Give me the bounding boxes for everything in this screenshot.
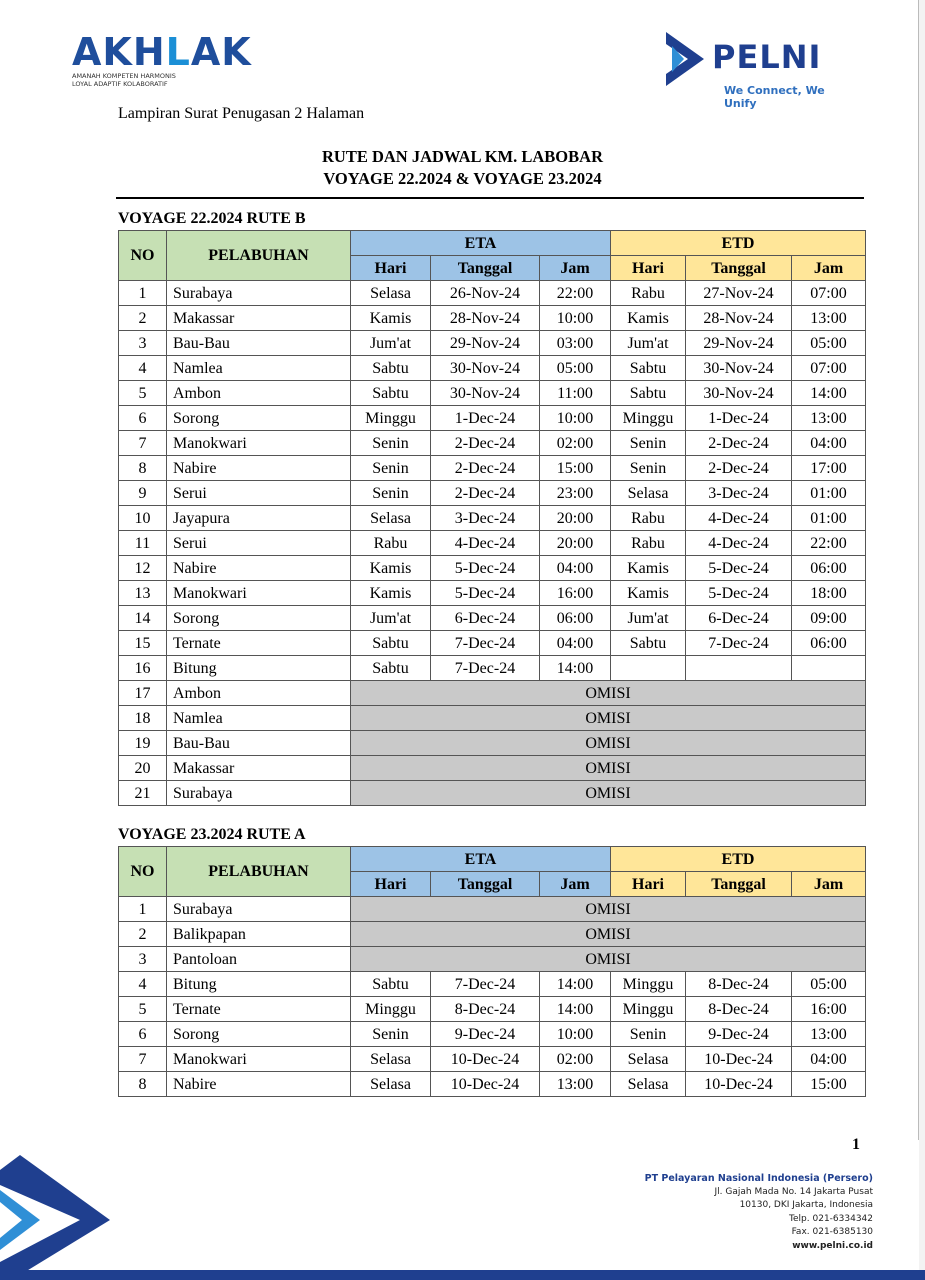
cell-etd-hari: Rabu	[611, 506, 686, 531]
header-etd-jam: Jam	[792, 872, 866, 897]
cell-omisi: OMISI	[351, 897, 866, 922]
cell-eta-jam: 02:00	[540, 431, 611, 456]
akhlak-logo-part1: AKH	[72, 30, 166, 74]
cell-etd-tanggal: 28-Nov-24	[686, 306, 792, 331]
cell-eta-jam: 22:00	[540, 281, 611, 306]
cell-eta-hari: Sabtu	[351, 631, 431, 656]
table-row	[119, 306, 866, 331]
cell-etd-jam: 01:00	[792, 481, 866, 506]
cell-port: Surabaya	[167, 897, 351, 922]
cell-no: 6	[119, 1022, 167, 1047]
table-row	[119, 531, 866, 556]
akhlak-logo	[72, 32, 252, 88]
cell-no: 21	[119, 781, 167, 806]
cell-eta-tanggal: 26-Nov-24	[431, 281, 540, 306]
cell-eta-tanggal: 29-Nov-24	[431, 331, 540, 356]
cell-etd-tanggal: 27-Nov-24	[686, 281, 792, 306]
cell-etd-jam: 13:00	[792, 406, 866, 431]
header-pelabuhan: PELABUHAN	[167, 847, 351, 897]
cell-no: 3	[119, 331, 167, 356]
cell-port: Bitung	[167, 656, 351, 681]
table-header-row	[119, 847, 866, 872]
cell-etd-tanggal: 10-Dec-24	[686, 1047, 792, 1072]
cell-etd-jam: 16:00	[792, 997, 866, 1022]
lampiran-text: Lampiran Surat Penugasan 2 Halaman	[118, 105, 365, 122]
cell-eta-hari: Senin	[351, 456, 431, 481]
footer-company-info	[645, 1172, 873, 1253]
header-no: NO	[119, 231, 167, 281]
title-line1: RUTE DAN JADWAL KM. LABOBAR	[322, 147, 603, 166]
cell-port: Manokwari	[167, 431, 351, 456]
cell-eta-jam: 10:00	[540, 306, 611, 331]
cell-port: Makassar	[167, 756, 351, 781]
table-row	[119, 456, 866, 481]
cell-omisi: OMISI	[351, 922, 866, 947]
cell-eta-jam: 20:00	[540, 531, 611, 556]
cell-no: 5	[119, 997, 167, 1022]
cell-etd-tanggal: 8-Dec-24	[686, 972, 792, 997]
cell-eta-tanggal: 7-Dec-24	[431, 656, 540, 681]
cell-eta-jam: 10:00	[540, 1022, 611, 1047]
cell-eta-tanggal: 7-Dec-24	[431, 631, 540, 656]
cell-etd-jam: 18:00	[792, 581, 866, 606]
cell-port: Nabire	[167, 556, 351, 581]
cell-eta-hari: Kamis	[351, 581, 431, 606]
cell-eta-hari: Sabtu	[351, 356, 431, 381]
cell-etd-jam: 22:00	[792, 531, 866, 556]
cell-eta-hari: Jum'at	[351, 606, 431, 631]
cell-etd-jam: 07:00	[792, 281, 866, 306]
cell-eta-jam: 14:00	[540, 997, 611, 1022]
cell-no: 2	[119, 922, 167, 947]
table-row	[119, 631, 866, 656]
cell-omisi: OMISI	[351, 681, 866, 706]
table-row	[119, 506, 866, 531]
cell-port: Pantoloan	[167, 947, 351, 972]
cell-no: 1	[119, 281, 167, 306]
cell-etd-tanggal: 5-Dec-24	[686, 581, 792, 606]
cell-port: Sorong	[167, 1022, 351, 1047]
cell-port: Ternate	[167, 631, 351, 656]
cell-eta-jam: 14:00	[540, 972, 611, 997]
cell-port: Balikpapan	[167, 922, 351, 947]
cell-etd-hari: Kamis	[611, 306, 686, 331]
table-row	[119, 1072, 866, 1097]
cell-no: 5	[119, 381, 167, 406]
table-row	[119, 406, 866, 431]
cell-eta-hari: Kamis	[351, 556, 431, 581]
voyage1-table	[118, 230, 866, 806]
header-etd-tanggal: Tanggal	[686, 256, 792, 281]
cell-etd-jam: 07:00	[792, 356, 866, 381]
cell-etd-hari: Senin	[611, 456, 686, 481]
table-row	[119, 681, 866, 706]
table-row	[119, 972, 866, 997]
header-eta-hari: Hari	[351, 256, 431, 281]
cell-eta-tanggal: 1-Dec-24	[431, 406, 540, 431]
cell-etd-tanggal: 30-Nov-24	[686, 381, 792, 406]
cell-eta-tanggal: 10-Dec-24	[431, 1072, 540, 1097]
cell-eta-tanggal: 9-Dec-24	[431, 1022, 540, 1047]
cell-omisi: OMISI	[351, 756, 866, 781]
cell-no: 17	[119, 681, 167, 706]
table-row	[119, 431, 866, 456]
pelni-tagline: We Connect, We Unify	[724, 84, 825, 110]
cell-eta-hari: Selasa	[351, 1072, 431, 1097]
footer-bar	[0, 1270, 925, 1280]
footer-address2: 10130, DKI Jakarta, Indonesia	[739, 1200, 873, 1210]
cell-etd-tanggal: 2-Dec-24	[686, 431, 792, 456]
cell-eta-tanggal: 2-Dec-24	[431, 431, 540, 456]
cell-etd-jam: 14:00	[792, 381, 866, 406]
cell-eta-jam: 11:00	[540, 381, 611, 406]
cell-eta-hari: Senin	[351, 481, 431, 506]
header-eta-tanggal: Tanggal	[431, 872, 540, 897]
cell-eta-jam: 10:00	[540, 406, 611, 431]
cell-etd-hari: Minggu	[611, 997, 686, 1022]
cell-eta-jam: 13:00	[540, 1072, 611, 1097]
cell-port: Nabire	[167, 456, 351, 481]
cell-port: Nabire	[167, 1072, 351, 1097]
cell-etd-hari: Senin	[611, 1022, 686, 1047]
cell-etd-jam: 04:00	[792, 1047, 866, 1072]
footer-fax: Fax. 021-6385130	[791, 1227, 873, 1237]
cell-etd-hari	[611, 656, 686, 681]
cell-port: Surabaya	[167, 781, 351, 806]
table-row	[119, 481, 866, 506]
header-eta-jam: Jam	[540, 256, 611, 281]
cell-etd-hari: Minggu	[611, 972, 686, 997]
cell-etd-tanggal: 29-Nov-24	[686, 331, 792, 356]
cell-etd-tanggal: 10-Dec-24	[686, 1072, 792, 1097]
cell-etd-hari: Selasa	[611, 1072, 686, 1097]
cell-etd-hari: Rabu	[611, 531, 686, 556]
header-etd-tanggal: Tanggal	[686, 872, 792, 897]
cell-no: 9	[119, 481, 167, 506]
cell-etd-tanggal: 6-Dec-24	[686, 606, 792, 631]
table-row	[119, 756, 866, 781]
cell-port: Manokwari	[167, 1047, 351, 1072]
cell-eta-hari: Selasa	[351, 1047, 431, 1072]
table-row	[119, 281, 866, 306]
cell-etd-hari: Kamis	[611, 556, 686, 581]
cell-omisi: OMISI	[351, 706, 866, 731]
cell-eta-hari: Rabu	[351, 531, 431, 556]
table-row	[119, 897, 866, 922]
cell-etd-hari: Sabtu	[611, 381, 686, 406]
cell-no: 10	[119, 506, 167, 531]
cell-eta-hari: Senin	[351, 431, 431, 456]
header-eta-tanggal: Tanggal	[431, 256, 540, 281]
header-no: NO	[119, 847, 167, 897]
header-eta-jam: Jam	[540, 872, 611, 897]
cell-etd-tanggal: 4-Dec-24	[686, 531, 792, 556]
cell-no: 15	[119, 631, 167, 656]
cell-eta-tanggal: 5-Dec-24	[431, 556, 540, 581]
pelni-logo	[664, 30, 854, 110]
cell-etd-tanggal: 1-Dec-24	[686, 406, 792, 431]
cell-eta-tanggal: 2-Dec-24	[431, 456, 540, 481]
cell-no: 2	[119, 306, 167, 331]
cell-eta-hari: Sabtu	[351, 381, 431, 406]
pelni-logo-word: PELNI	[712, 38, 822, 76]
akhlak-sub2: LOYAL ADAPTIF KOLABORATIF	[72, 80, 168, 88]
table-row	[119, 1022, 866, 1047]
cell-no: 16	[119, 656, 167, 681]
cell-etd-hari: Minggu	[611, 406, 686, 431]
cell-port: Ambon	[167, 381, 351, 406]
cell-eta-tanggal: 6-Dec-24	[431, 606, 540, 631]
cell-etd-tanggal: 9-Dec-24	[686, 1022, 792, 1047]
cell-eta-jam: 03:00	[540, 331, 611, 356]
cell-eta-hari: Sabtu	[351, 656, 431, 681]
cell-eta-tanggal: 2-Dec-24	[431, 481, 540, 506]
cell-port: Namlea	[167, 356, 351, 381]
footer-address1: Jl. Gajah Mada No. 14 Jakarta Pusat	[714, 1186, 873, 1197]
cell-eta-hari: Minggu	[351, 997, 431, 1022]
akhlak-logo-part2: L	[165, 30, 191, 74]
cell-no: 4	[119, 356, 167, 381]
header-etd-hari: Hari	[611, 872, 686, 897]
cell-etd-hari: Jum'at	[611, 331, 686, 356]
table-row	[119, 331, 866, 356]
cell-port: Serui	[167, 481, 351, 506]
cell-omisi: OMISI	[351, 947, 866, 972]
cell-etd-jam: 06:00	[792, 556, 866, 581]
cell-eta-tanggal: 5-Dec-24	[431, 581, 540, 606]
table-row	[119, 356, 866, 381]
cell-etd-jam: 01:00	[792, 506, 866, 531]
document-title	[0, 146, 925, 190]
cell-etd-tanggal: 30-Nov-24	[686, 356, 792, 381]
cell-eta-jam: 16:00	[540, 581, 611, 606]
table-row	[119, 706, 866, 731]
cell-eta-jam: 15:00	[540, 456, 611, 481]
cell-etd-tanggal: 7-Dec-24	[686, 631, 792, 656]
page-edge-shade	[919, 0, 925, 1280]
cell-etd-hari: Jum'at	[611, 606, 686, 631]
cell-no: 8	[119, 456, 167, 481]
cell-eta-tanggal: 10-Dec-24	[431, 1047, 540, 1072]
footer-website: www.pelni.co.id	[792, 1240, 873, 1251]
table-row	[119, 656, 866, 681]
cell-eta-tanggal: 3-Dec-24	[431, 506, 540, 531]
pelni-chevron-decoration-icon	[0, 1150, 115, 1275]
cell-eta-hari: Selasa	[351, 281, 431, 306]
cell-eta-hari: Kamis	[351, 306, 431, 331]
cell-etd-hari: Rabu	[611, 281, 686, 306]
cell-eta-tanggal: 30-Nov-24	[431, 356, 540, 381]
cell-etd-tanggal: 3-Dec-24	[686, 481, 792, 506]
cell-eta-tanggal: 30-Nov-24	[431, 381, 540, 406]
cell-eta-jam: 23:00	[540, 481, 611, 506]
cell-no: 11	[119, 531, 167, 556]
table-row	[119, 606, 866, 631]
cell-eta-hari: Jum'at	[351, 331, 431, 356]
page-number: 1	[852, 1136, 860, 1153]
cell-no: 18	[119, 706, 167, 731]
cell-eta-hari: Senin	[351, 1022, 431, 1047]
table-row	[119, 781, 866, 806]
cell-eta-jam: 05:00	[540, 356, 611, 381]
table-header-row	[119, 231, 866, 256]
akhlak-logo-part3: AK	[190, 30, 252, 74]
cell-port: Bau-Bau	[167, 731, 351, 756]
cell-eta-tanggal: 4-Dec-24	[431, 531, 540, 556]
cell-eta-jam: 04:00	[540, 556, 611, 581]
cell-port: Manokwari	[167, 581, 351, 606]
cell-etd-hari: Kamis	[611, 581, 686, 606]
footer-phone: Telp. 021-6334342	[789, 1213, 873, 1224]
cell-port: Serui	[167, 531, 351, 556]
table-row	[119, 581, 866, 606]
cell-no: 13	[119, 581, 167, 606]
cell-etd-tanggal: 4-Dec-24	[686, 506, 792, 531]
cell-eta-jam: 06:00	[540, 606, 611, 631]
cell-eta-jam: 04:00	[540, 631, 611, 656]
cell-etd-jam: 15:00	[792, 1072, 866, 1097]
cell-port: Surabaya	[167, 281, 351, 306]
cell-port: Namlea	[167, 706, 351, 731]
cell-no: 7	[119, 431, 167, 456]
cell-etd-tanggal: 2-Dec-24	[686, 456, 792, 481]
cell-eta-hari: Minggu	[351, 406, 431, 431]
cell-etd-tanggal: 5-Dec-24	[686, 556, 792, 581]
cell-etd-jam: 05:00	[792, 972, 866, 997]
cell-etd-jam: 13:00	[792, 306, 866, 331]
cell-eta-jam: 20:00	[540, 506, 611, 531]
cell-omisi: OMISI	[351, 731, 866, 756]
cell-etd-hari: Selasa	[611, 481, 686, 506]
cell-etd-jam: 17:00	[792, 456, 866, 481]
cell-no: 1	[119, 897, 167, 922]
cell-etd-tanggal: 8-Dec-24	[686, 997, 792, 1022]
footer-company: PT Pelayaran Nasional Indonesia (Persero)	[644, 1173, 873, 1184]
cell-port: Ambon	[167, 681, 351, 706]
cell-port: Bau-Bau	[167, 331, 351, 356]
cell-etd-hari: Sabtu	[611, 356, 686, 381]
cell-etd-hari: Selasa	[611, 1047, 686, 1072]
header-eta: ETA	[351, 847, 611, 872]
voyage1-label: VOYAGE 22.2024 RUTE B	[118, 210, 306, 227]
akhlak-sub1: AMANAH KOMPETEN HARMONIS	[72, 72, 176, 80]
cell-no: 12	[119, 556, 167, 581]
table-row	[119, 381, 866, 406]
cell-port: Jayapura	[167, 506, 351, 531]
cell-etd-hari: Sabtu	[611, 631, 686, 656]
cell-etd-hari: Senin	[611, 431, 686, 456]
cell-eta-hari: Selasa	[351, 506, 431, 531]
cell-eta-tanggal: 28-Nov-24	[431, 306, 540, 331]
cell-eta-hari: Sabtu	[351, 972, 431, 997]
cell-etd-jam: 13:00	[792, 1022, 866, 1047]
header-pelabuhan: PELABUHAN	[167, 231, 351, 281]
cell-etd-jam: 09:00	[792, 606, 866, 631]
header-eta: ETA	[351, 231, 611, 256]
cell-no: 4	[119, 972, 167, 997]
cell-etd-jam: 04:00	[792, 431, 866, 456]
cell-port: Ternate	[167, 997, 351, 1022]
header-etd: ETD	[611, 231, 866, 256]
cell-port: Makassar	[167, 306, 351, 331]
akhlak-logo-word	[72, 32, 252, 72]
cell-etd-tanggal	[686, 656, 792, 681]
cell-no: 14	[119, 606, 167, 631]
table-row	[119, 947, 866, 972]
header-eta-hari: Hari	[351, 872, 431, 897]
table-row	[119, 731, 866, 756]
table-row	[119, 922, 866, 947]
header-etd-hari: Hari	[611, 256, 686, 281]
table-row	[119, 556, 866, 581]
cell-etd-jam: 05:00	[792, 331, 866, 356]
title-line2: VOYAGE 22.2024 & VOYAGE 23.2024	[323, 169, 602, 188]
cell-no: 19	[119, 731, 167, 756]
cell-port: Sorong	[167, 606, 351, 631]
cell-port: Sorong	[167, 406, 351, 431]
cell-no: 7	[119, 1047, 167, 1072]
title-rule	[116, 197, 864, 199]
header-etd: ETD	[611, 847, 866, 872]
cell-no: 3	[119, 947, 167, 972]
cell-eta-tanggal: 8-Dec-24	[431, 997, 540, 1022]
cell-no: 8	[119, 1072, 167, 1097]
pelni-mark-icon	[664, 30, 708, 88]
voyage2-label: VOYAGE 23.2024 RUTE A	[118, 826, 306, 843]
voyage2-table	[118, 846, 866, 1097]
cell-eta-tanggal: 7-Dec-24	[431, 972, 540, 997]
cell-etd-jam	[792, 656, 866, 681]
cell-etd-jam: 06:00	[792, 631, 866, 656]
table-row	[119, 1047, 866, 1072]
header-etd-jam: Jam	[792, 256, 866, 281]
table-row	[119, 997, 866, 1022]
cell-eta-jam: 02:00	[540, 1047, 611, 1072]
cell-no: 6	[119, 406, 167, 431]
cell-port: Bitung	[167, 972, 351, 997]
cell-omisi: OMISI	[351, 781, 866, 806]
cell-eta-jam: 14:00	[540, 656, 611, 681]
cell-no: 20	[119, 756, 167, 781]
